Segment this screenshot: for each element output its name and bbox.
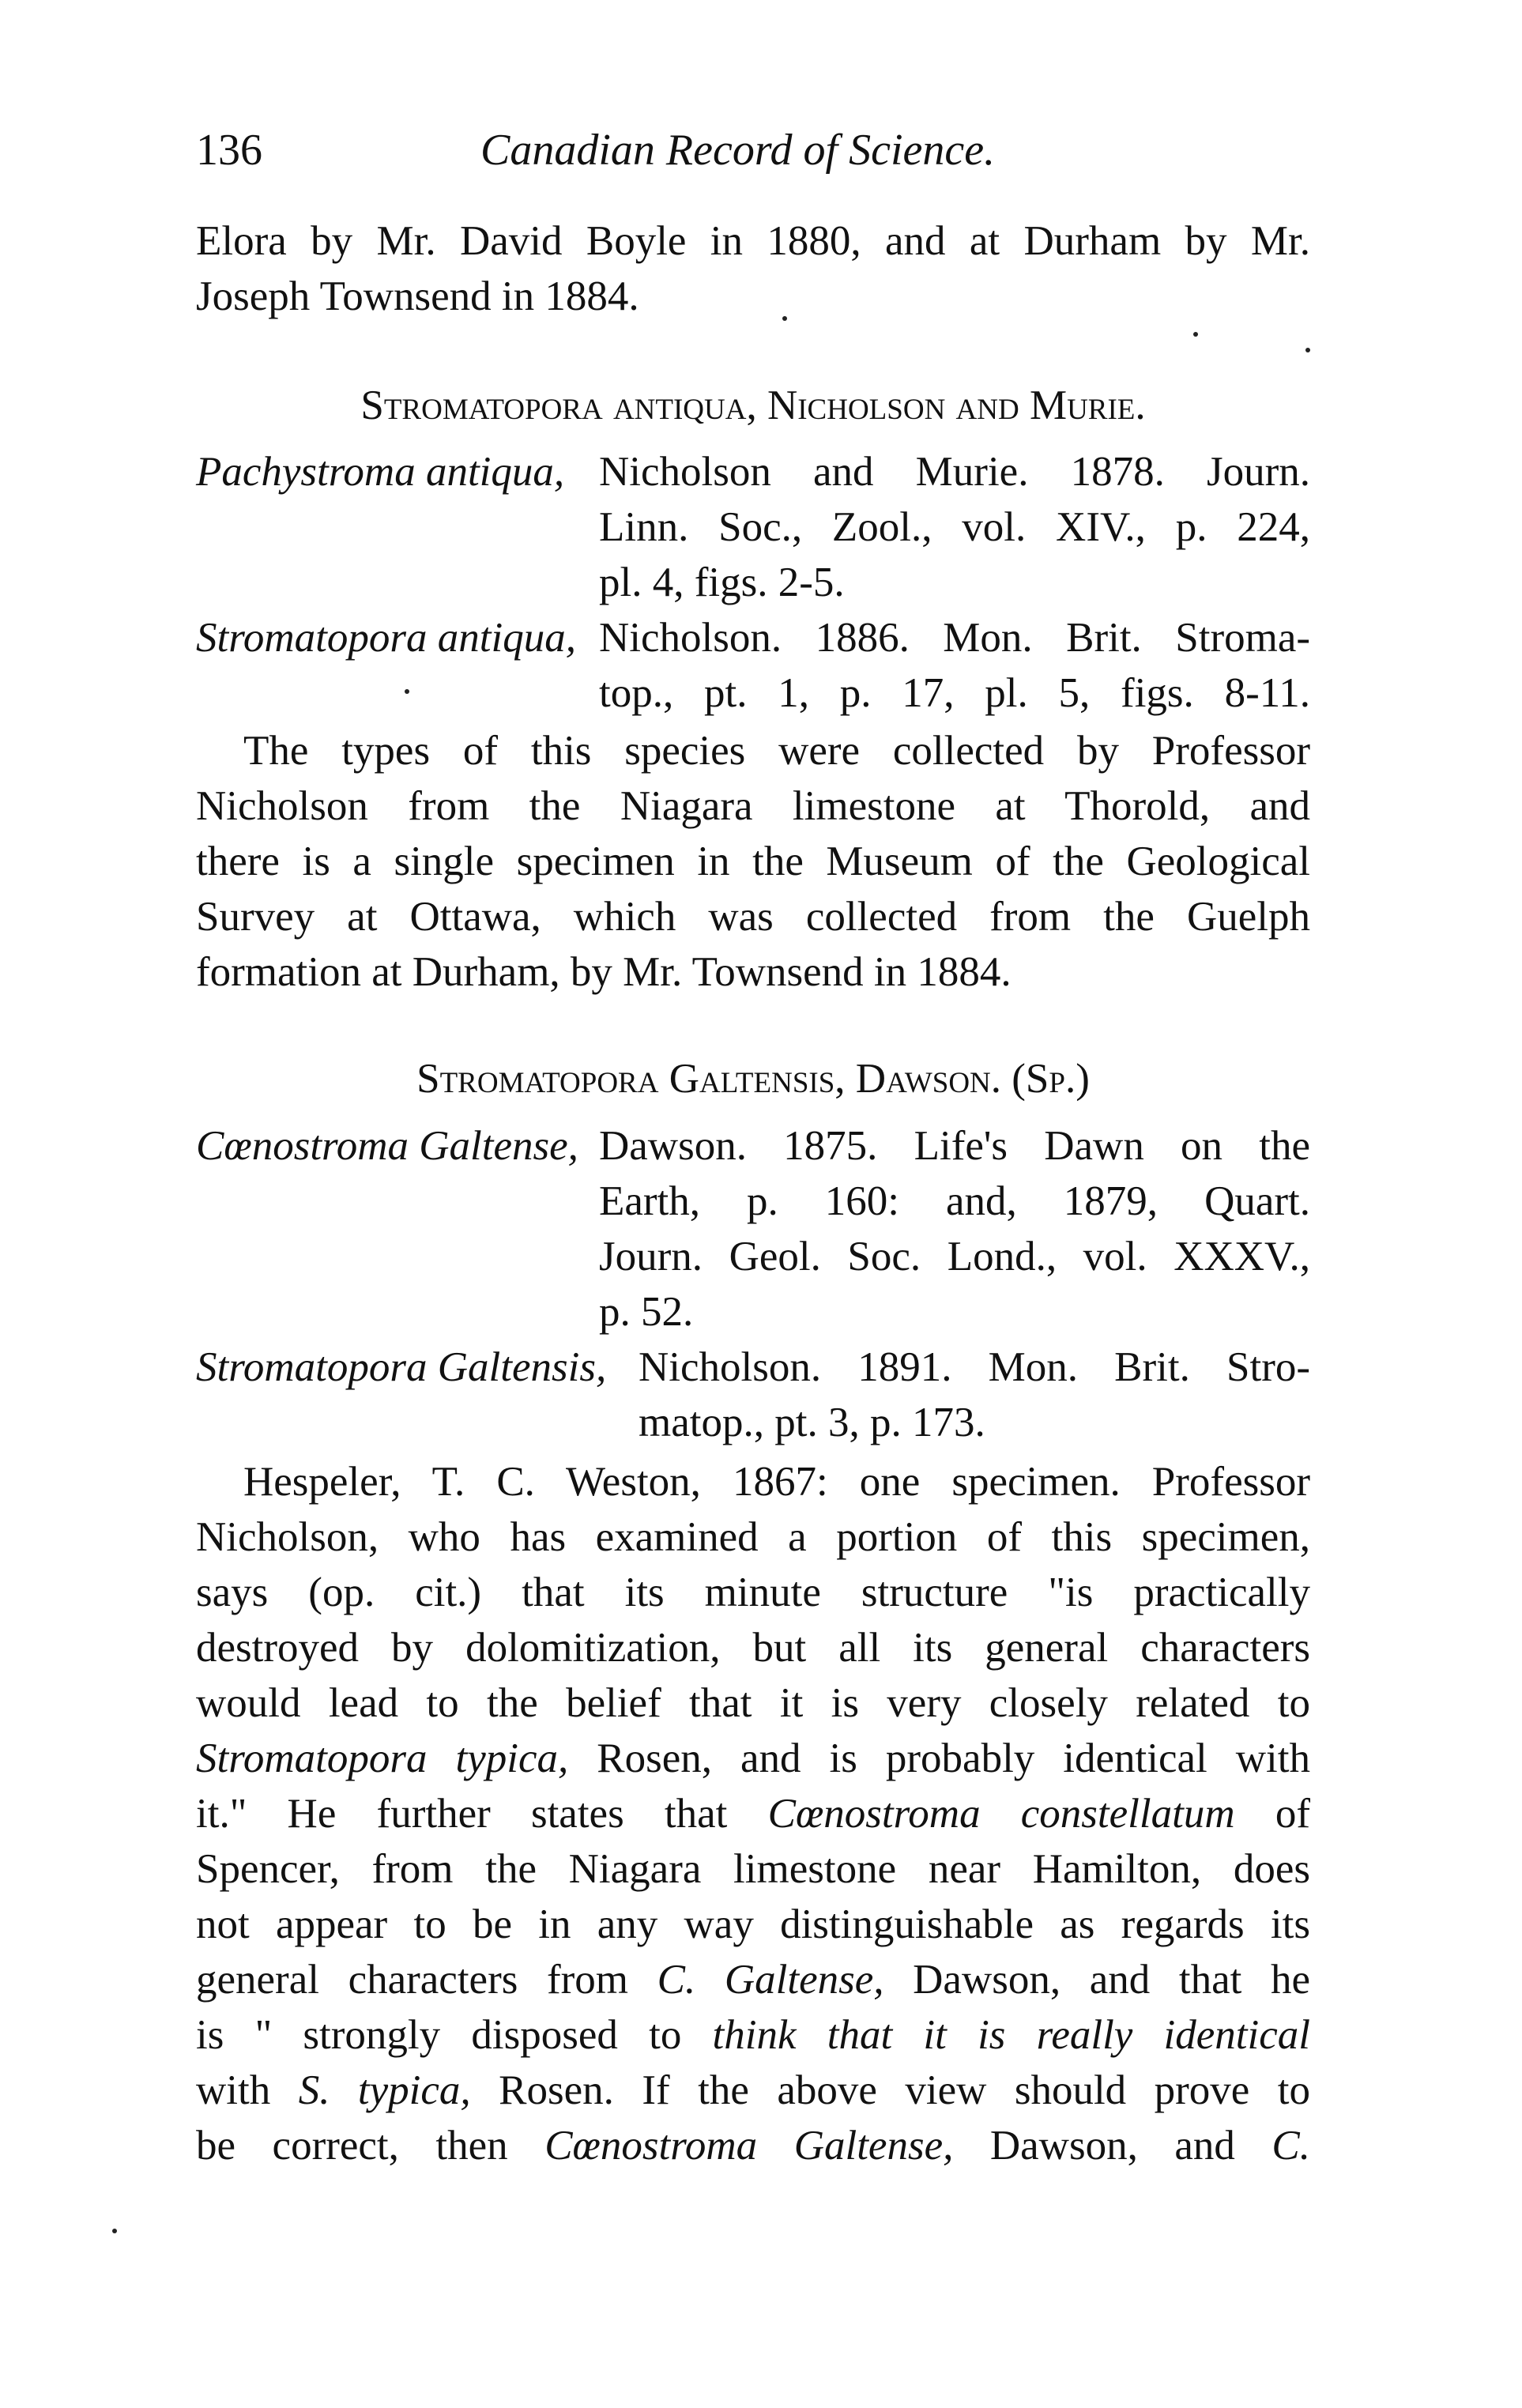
text-run: Rosen, and is probably identical with [568, 1735, 1310, 1781]
synonym-name: Cœnostroma Galtense, [196, 1123, 578, 1169]
synonym-citation: top., pt. 1, p. 17, pl. 5, figs. 8-11. [599, 670, 1310, 716]
text-run: it." He further states that [196, 1791, 768, 1837]
paragraph-line: Nicholson, who has examined a portion of this specimen, [196, 1514, 1310, 1560]
paragraph-line: formation at Durham, by Mr. Townsend in 1884. [196, 949, 1012, 995]
text-run: be correct, then [196, 2123, 545, 2169]
paragraph-line: not appear to be in any way distinguishable as regards its [196, 1901, 1310, 1947]
taxon-name: Stromatopora typica, [196, 1735, 569, 1781]
synonym-entry [196, 1340, 606, 1395]
paragraph-line [196, 1952, 1310, 2007]
synonym-citation: Nicholson and Murie. 1878. Journ. [599, 449, 1310, 495]
scan-speck [1193, 332, 1198, 337]
paragraph-line [196, 2118, 1310, 2173]
taxon-name: Cœnostroma constellatum [767, 1791, 1235, 1837]
synonym-citation: Linn. Soc., Zool., vol. XIV., p. 224, [599, 504, 1310, 550]
synonym-citation: pl. 4, figs. 2-5. [599, 560, 845, 605]
taxon-name: Cœnostroma Galtense, [544, 2123, 954, 2169]
emphasis-run: think that it is really identical [712, 2012, 1310, 2058]
species-heading: Stromatopora antiqua, Nicholson and Murie. [360, 382, 1146, 428]
text-run: Dawson, and [953, 2123, 1272, 2169]
text-run: Dawson, and that he [883, 1957, 1310, 2003]
taxon-name: C. [1271, 2123, 1310, 2169]
scan-speck [1305, 348, 1310, 352]
synonym-citation: p. 52. [599, 1289, 694, 1335]
taxon-name: S. typica, [298, 2067, 471, 2113]
text-line: Joseph Townsend in 1884. [196, 273, 639, 319]
paragraph-line [196, 1731, 1310, 1786]
paragraph-line [196, 1786, 1310, 1841]
paragraph-line: there is a single specimen in the Museum of the Geological [196, 838, 1310, 884]
synonym-name: Stromatopora Galtensis, [196, 1344, 607, 1390]
paragraph-line: destroyed by dolomitization, but all its general characters [196, 1625, 1310, 1671]
scan-speck [112, 2229, 117, 2233]
scan-speck [782, 316, 787, 321]
synonym-entry [196, 444, 564, 499]
paragraph-line: would lead to the belief that it is very closely related to [196, 1680, 1310, 1726]
text-run: general characters from [196, 1957, 657, 2003]
text-run: is " strongly disposed to [196, 2012, 713, 2058]
synonym-citation: Nicholson. 1891. Mon. Brit. Stro- [639, 1344, 1310, 1390]
paragraph-line [196, 2007, 1310, 2063]
synonym-name: Pachystroma antiqua, [196, 449, 565, 495]
page-header [196, 119, 1334, 182]
text-run: with [196, 2067, 299, 2113]
paragraph-line: Hespeler, T. C. Weston, 1867: one specimen. Professor [243, 1459, 1310, 1505]
synonym-entry [196, 1118, 578, 1174]
paragraph-line: says (op. cit.) that its minute structure "is practically [196, 1570, 1310, 1615]
synonym-entry [196, 610, 576, 665]
synonym-citation: matop., pt. 3, p. 173. [639, 1400, 985, 1445]
taxon-name: C. Galtense, [657, 1957, 884, 2003]
page-number: 136 [196, 126, 262, 175]
paragraph-line [196, 2063, 1310, 2118]
paragraph-line: Nicholson from the Niagara limestone at Thorold, and [196, 783, 1310, 829]
paragraph-line: Survey at Ottawa, which was collected from the Guelph [196, 894, 1310, 940]
synonym-citation: Journ. Geol. Soc. Lond., vol. XXXV., [599, 1234, 1310, 1279]
paragraph-line: Spencer, from the Niagara limestone near Hamilton, does [196, 1846, 1310, 1892]
synonym-citation: Nicholson. 1886. Mon. Brit. Stroma- [599, 615, 1310, 661]
scan-speck [405, 689, 409, 694]
synonym-citation: Earth, p. 160: and, 1879, Quart. [599, 1178, 1310, 1224]
text-run: of [1234, 1791, 1310, 1837]
text-run: Rosen. If the above view should prove to [470, 2067, 1311, 2113]
running-title: Canadian Record of Science. [480, 126, 996, 175]
text-line: Elora by Mr. David Boyle in 1880, and at Durham by Mr. [196, 218, 1310, 264]
synonym-citation: Dawson. 1875. Life's Dawn on the [599, 1123, 1310, 1169]
species-heading: Stromatopora Galtensis, Dawson. (Sp.) [416, 1056, 1090, 1102]
paragraph-line: The types of this species were collected by Professor [243, 728, 1310, 774]
synonym-name: Stromatopora antiqua, [196, 615, 576, 661]
